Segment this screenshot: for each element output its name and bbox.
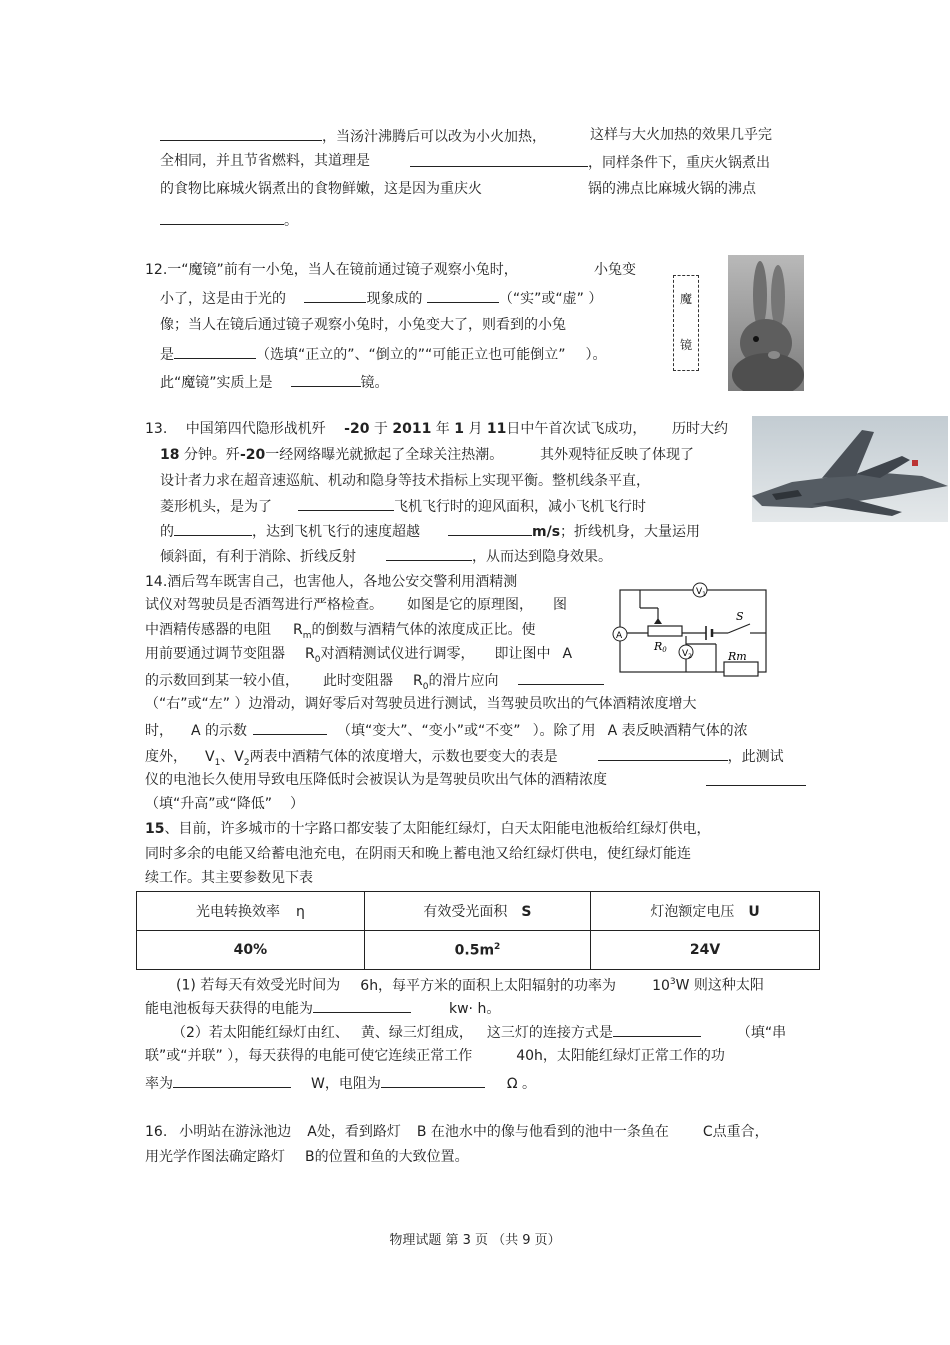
- answer-blank[interactable]: [386, 546, 472, 561]
- q14-line5: 的示数回到某一较小值， 此时变阻器 $R_0$的滑片应向: [145, 670, 604, 696]
- q15-p1-line1: (1) 若每天有效受光时间为 6h，每平方米的面积上太阳辐射的功率为 $10^3W$ 则这种太阳: [176, 977, 764, 994]
- table-header-cell: 有效受光面积 S: [364, 892, 590, 931]
- s-label: S: [736, 610, 744, 623]
- q11-line3: 的食物比麻城火锅煮出的食物鲜嫩，这是因为重庆火: [160, 181, 482, 197]
- q16-line1: 16. 小明站在游泳池边 A处，看到路灯 B 在池水中的像与他看到的池中一条鱼在 C点重合，: [145, 1124, 769, 1140]
- answer-blank[interactable]: [160, 210, 284, 225]
- q11-line3-b: 锅的沸点比麻城火锅的沸点: [588, 181, 756, 197]
- answer-blank[interactable]: [598, 746, 728, 761]
- answer-blank[interactable]: [518, 670, 604, 685]
- q13-line4: 菱形机头，是为了 飞机飞行时的迎风面积，减小飞机飞行时: [160, 496, 646, 516]
- rabbit-icon: [728, 255, 804, 391]
- q16-line2: 用光学作图法确定路灯 B的位置和鱼的大致位置。: [145, 1149, 469, 1165]
- q12-line4: 是 （选填“正立的”、“倒立的”“可能正立也可能倒立” ）。: [160, 344, 607, 364]
- q14-line6: （“右”或“左” ）边滑动，调好零后对驾驶员进行测试，当驾驶员吹出的气体酒精浓度增大: [145, 696, 697, 712]
- q15-p2-line3: 率为 W，电阻为 Ω 。: [145, 1073, 536, 1093]
- q14-line7: 时， A 的示数 （填“变大”、“变小”或“不变” ）。除了用 A 表反映酒精气体的浓: [145, 720, 748, 740]
- q14-line1: 14.酒后驾车既害自己，也害他人，各地公安交警利用酒精测: [145, 574, 518, 590]
- q12-line2: 小了，这是由于光的 现象成的 （“实”或“虚” ）: [160, 288, 602, 308]
- rm-resistor: [724, 662, 758, 676]
- answer-blank[interactable]: [313, 998, 411, 1013]
- answer-blank[interactable]: [304, 288, 366, 303]
- table-cell: 40%: [137, 931, 365, 970]
- r0-resistor: [648, 626, 682, 636]
- v2-label: $V_2$: [682, 649, 692, 660]
- answer-blank[interactable]: [427, 288, 499, 303]
- v1-label: $V_1$: [696, 587, 706, 598]
- parameter-table: [136, 891, 820, 970]
- answer-blank[interactable]: [160, 126, 322, 141]
- q15-line3: 续工作。其主要参数见下表: [145, 870, 313, 886]
- q13-line3: 设计者力求在超音速巡航、机动和隐身等技术指标上实现平衡。整机线条平直，: [160, 473, 650, 489]
- table-cell: $0.5m^2$: [364, 931, 590, 970]
- q14-line2: 试仪对驾驶员是否酒驾进行严格检查。 如图是它的原理图， 图: [145, 597, 567, 613]
- q12-line1: 12.一“魔镜”前有一小兔，当人在镜前通过镜子观察小兔时，: [145, 262, 518, 278]
- table-header-cell: 灯泡额定电压 U: [591, 892, 820, 931]
- q14-line8: 度外， $V_1$、$V_2$两表中酒精气体的浓度增大，示数也要变大的表是 ，此测试: [145, 746, 784, 772]
- stealth-fighter-photo: [752, 416, 948, 522]
- table-cell: 24V: [591, 931, 820, 970]
- q12-line3: 像；当人在镜后通过镜子观察小兔时，小兔变大了，则看到的小兔: [160, 317, 566, 333]
- answer-blank[interactable]: [410, 152, 588, 167]
- q13-line1-b: 历时大约: [672, 421, 728, 437]
- a-label: A: [616, 631, 623, 641]
- rabbit-photo: [728, 255, 804, 391]
- answer-blank[interactable]: [706, 771, 806, 786]
- answer-blank[interactable]: [613, 1022, 701, 1037]
- jet-icon: [752, 416, 948, 522]
- circuit-diagram: [604, 578, 776, 686]
- r0-label: R0: [654, 640, 667, 654]
- q13-line2: 18 分钟。歼-20一经网络曝光就掀起了全球关注热潮。: [160, 447, 504, 463]
- answer-blank[interactable]: [381, 1073, 485, 1088]
- q13-line6: 倾斜面，有利于消除、折线反射 ，从而达到隐身效果。: [160, 546, 612, 566]
- q11-line2-b: ，同样条件下，重庆火锅煮出: [410, 152, 770, 172]
- table-header-row: [137, 892, 820, 931]
- rm-label: Rm: [728, 650, 747, 663]
- q14-line4: 用前要通过调节变阻器 $R_0$对酒精测试仪进行调零， 即让图中 A: [145, 646, 573, 665]
- answer-blank[interactable]: [174, 521, 252, 536]
- answer-blank[interactable]: [173, 1073, 291, 1088]
- q11-line1: ，当汤汁沸腾后可以改为小火加热，: [160, 126, 546, 146]
- answer-blank[interactable]: [291, 372, 361, 387]
- answer-blank[interactable]: [174, 344, 256, 359]
- q13-line1: 13. 中国第四代隐形战机歼 -20 于 2011 年 1 月 11日中午首次试飞成功，: [145, 421, 647, 437]
- q15-line2: 同时多余的电能又给蓄电池充电，在阴雨天和晚上蓄电池又给红绿灯供电，使红绿灯能连: [145, 846, 691, 862]
- page-footer: 物理试题 第 3 页 （共 9 页）: [389, 1233, 561, 1248]
- answer-blank-row: [706, 771, 806, 791]
- answer-blank[interactable]: [298, 496, 394, 511]
- q15-p2-line2: 联”或“并联” ），每天获得的电能可使它连续正常工作 40h，太阳能红绿灯正常工作的功: [145, 1048, 725, 1064]
- q12-line5: 此“魔镜”实质上是 镜。: [160, 372, 389, 392]
- q14-line10: （填“升高”或“降低” ）: [145, 796, 305, 812]
- switch-s: [728, 624, 750, 633]
- q15-line1: 15、目前，许多城市的十字路口都安装了太阳能红绿灯，白天太阳能电池板给红绿灯供电，: [145, 821, 711, 837]
- q12-line1-b: 小兔变: [594, 262, 636, 278]
- q15-p1-line2: 能电池板每天获得的电能为 kw· h。: [145, 998, 500, 1018]
- answer-blank[interactable]: [253, 720, 327, 735]
- magic-mirror-figure: [673, 275, 699, 371]
- q14-line3: 中酒精传感器的电阻 $R_m$的倒数与酒精气体的浓度成正比。使: [145, 622, 536, 641]
- q11-line4: 。: [160, 210, 298, 230]
- q13-line5: 的 ，达到飞机飞行的速度超越 m/s；折线机身，大量运用: [160, 521, 700, 541]
- q11-line2: 全相同，并且节省燃料，其道理是: [160, 153, 370, 169]
- table-row: [137, 931, 820, 970]
- q13-line2-b: 其外观特征反映了体现了: [540, 447, 694, 463]
- mirror-label: 魔: [680, 292, 693, 306]
- table-header-cell: 光电转换效率 η: [137, 892, 365, 931]
- q15-p2-line1: （2）若太阳能红绿灯由红、 黄、绿三灯组成， 这三灯的连接方式是 （填“串: [172, 1022, 786, 1042]
- q11-line1-end: 这样与大火加热的效果几乎完: [590, 127, 772, 143]
- answer-blank[interactable]: [448, 521, 532, 536]
- q14-line9: 仪的电池长久使用导致电压降低时会被误认为是驾驶员吹出气体的酒精浓度: [145, 772, 607, 788]
- mirror-label: 镜: [680, 338, 693, 352]
